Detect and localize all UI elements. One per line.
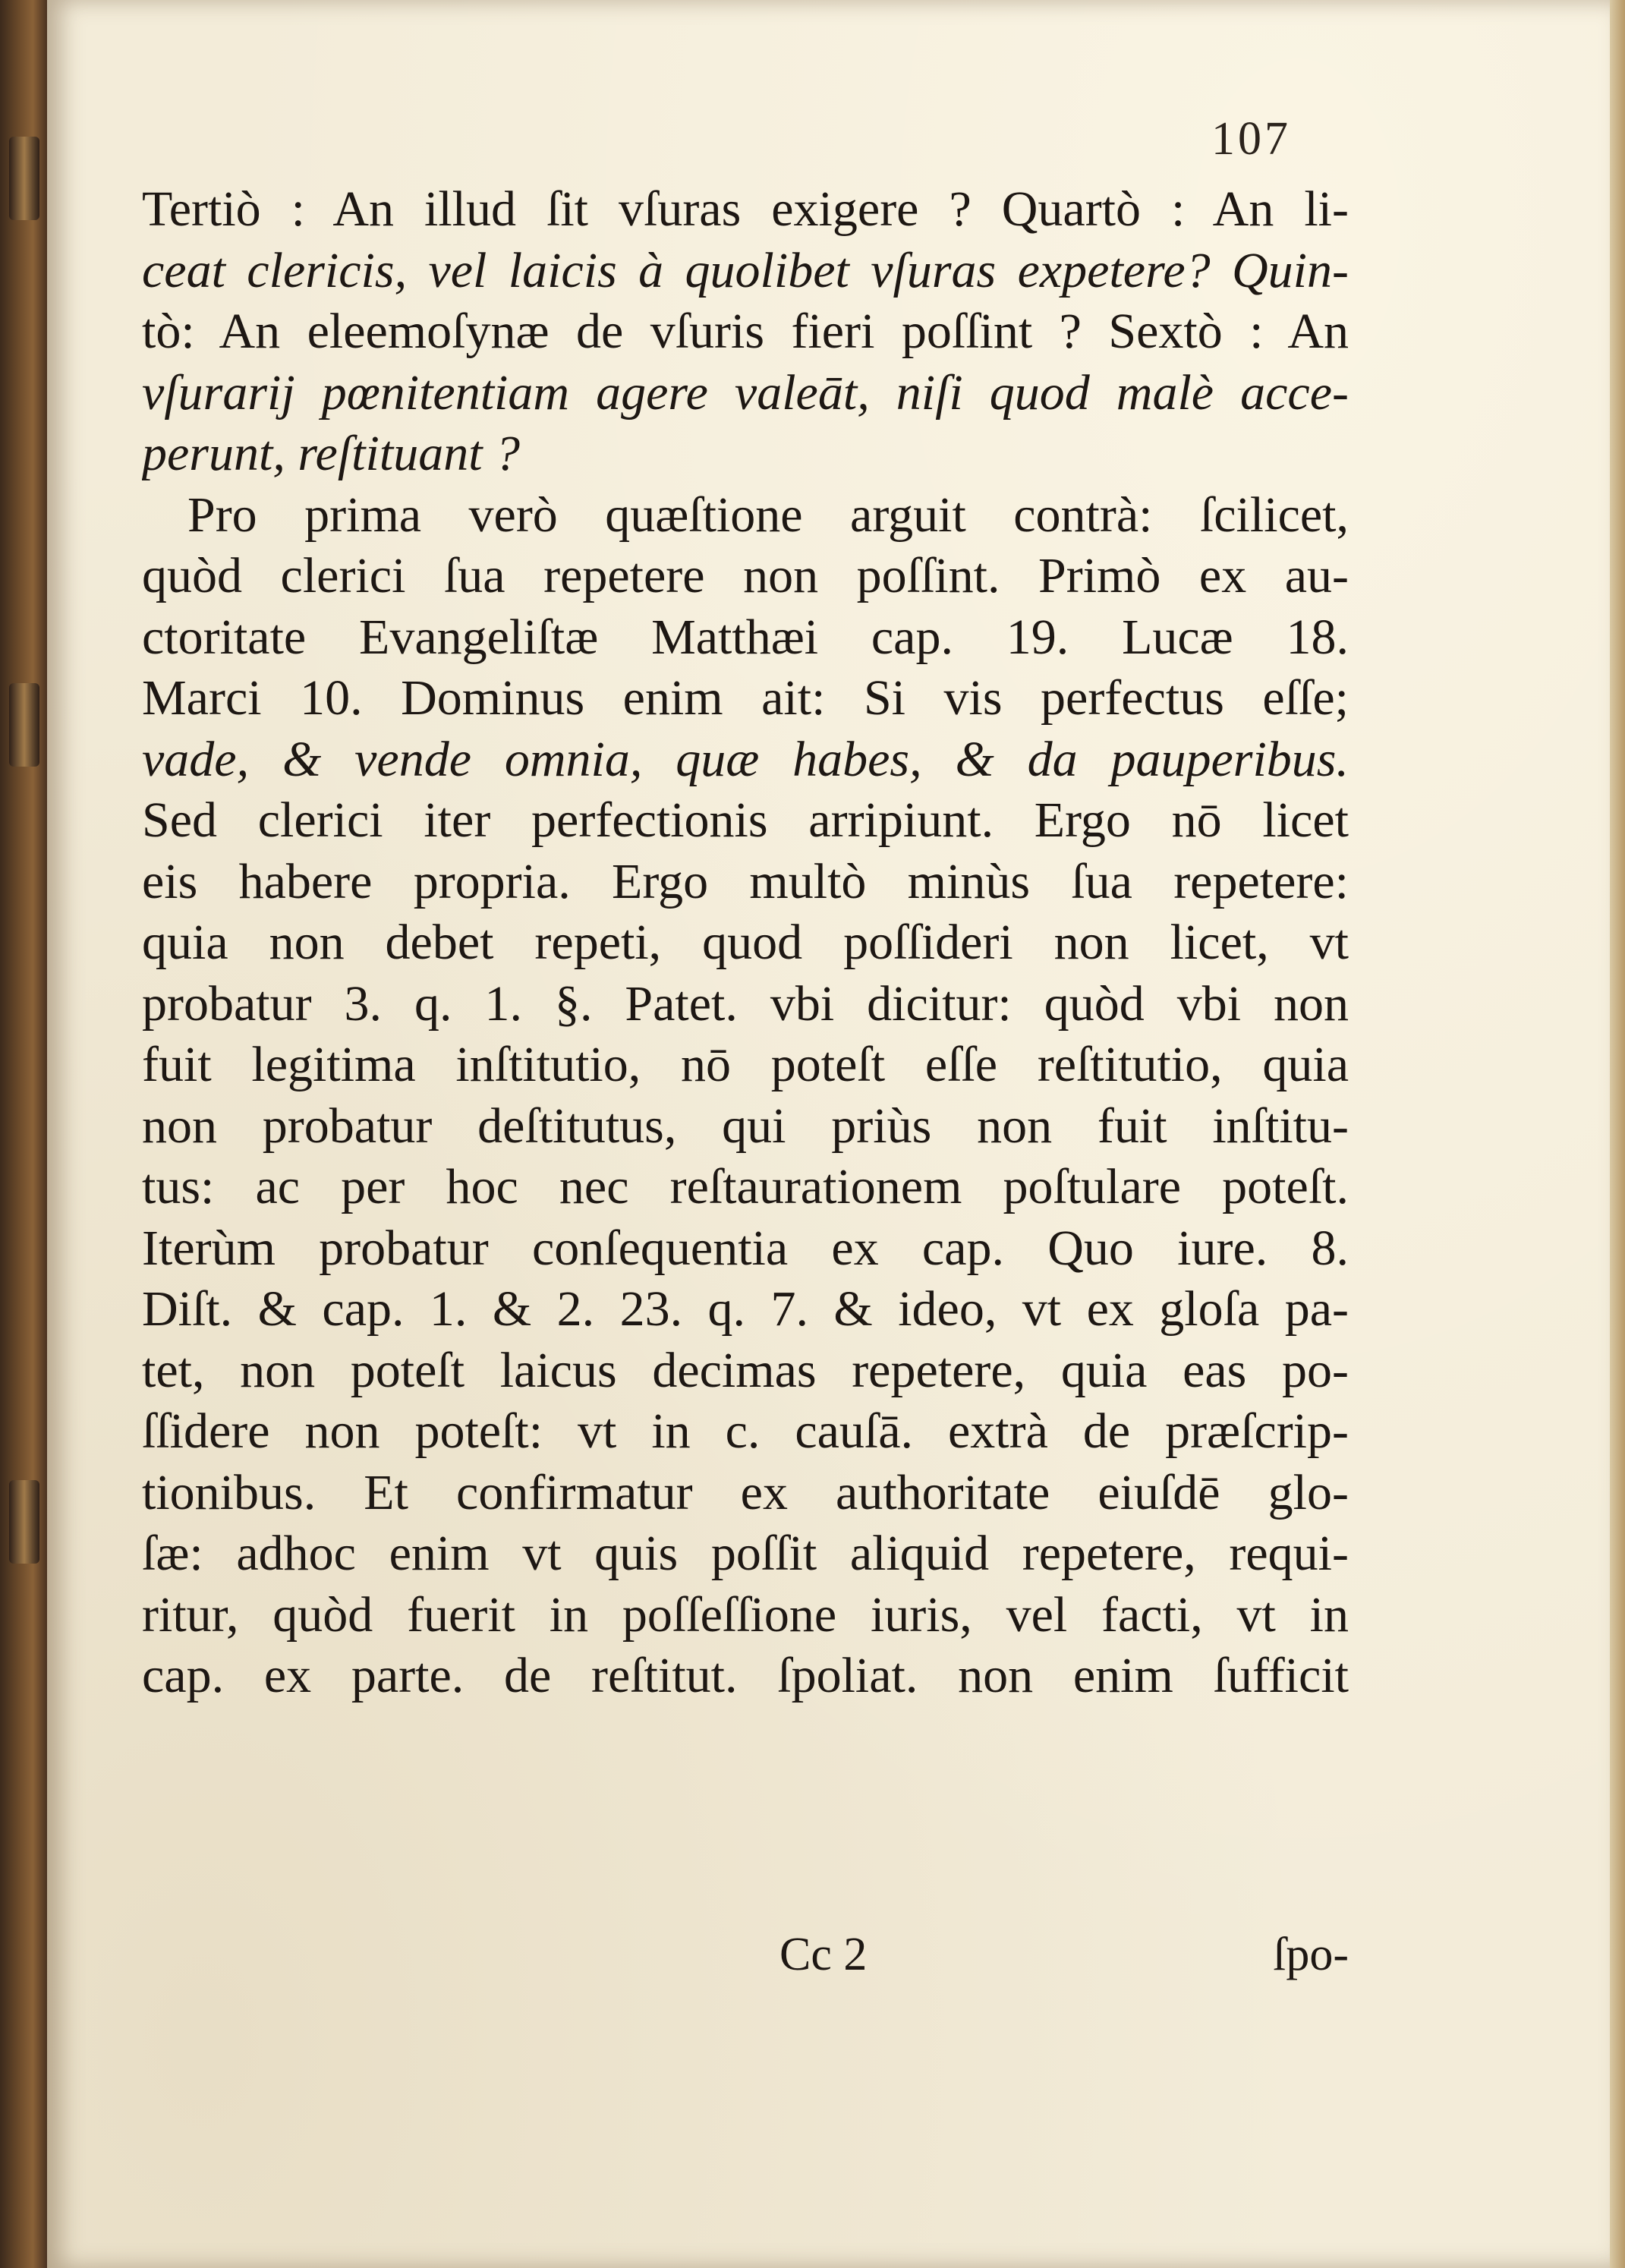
text-line: Sed clerici iter perfectionis arripiunt. Ergo nō licet xyxy=(142,792,1349,848)
text-line: ſæ: adhoc enim vt quis poſſit aliquid repetere, requi- xyxy=(142,1526,1349,1581)
text-line: fuit legitima inſtitutio, nō poteſt eſſe reſtitutio, quia xyxy=(142,1037,1349,1092)
text-line: ſſidere non poteſt: vt in c. cauſā. extrà de præſcrip- xyxy=(142,1403,1349,1459)
text-line: ctoritate Evangeliſtæ Matthæi cap. 19. Lucæ 18. xyxy=(142,609,1349,665)
text-line: ceat clericis, vel laicis à quolibet vſuras expetere? Quin- xyxy=(142,242,1349,298)
text-line: tò: An eleemoſynæ de vſuris fieri poſſint ? Sextò : An xyxy=(142,304,1349,359)
text-line: tet, non poteſt laicus decimas repetere, quia eas po- xyxy=(142,1342,1349,1398)
text-line: quia non debet repeti, quod poſſideri non licet, vt xyxy=(142,915,1349,970)
text-line: quòd clerici ſua repetere non poſſint. Primò ex au- xyxy=(142,548,1349,603)
text-line: vſurarij pœnitentiam agere valeāt, niſi quod malè acce- xyxy=(142,364,1349,421)
text-line: Pro prima verò quæſtione arguit contrà: ſcilicet, xyxy=(187,487,1349,543)
text-line: tionibus. Et confirmatur ex authoritate eiuſdē glo- xyxy=(142,1464,1349,1520)
binding-stitch xyxy=(9,1480,39,1564)
binding-stitch xyxy=(9,683,39,767)
text-line: Iterùm probatur conſequentia ex cap. Quo iure. 8. xyxy=(142,1220,1349,1276)
page-footer xyxy=(142,1928,1349,1996)
text-line: probatur 3. q. 1. §. Patet. vbi dicitur: quòd vbi non xyxy=(142,975,1349,1032)
text-line: tus: ac per hoc nec reſtaurationem poſtulare poteſt. xyxy=(142,1159,1349,1214)
text-line: perunt, reſtituant ? xyxy=(142,426,521,481)
binding-stitch xyxy=(9,137,39,220)
text-line: ritur, quòd fuerit in poſſeſſione iuris, vel facti, vt in xyxy=(142,1586,1349,1643)
catchword: ſpo- xyxy=(1273,1929,1349,1980)
text-line: cap. ex parte. de reſtitut. ſpoliat. non enim ſufficit xyxy=(142,1648,1349,1703)
page-edge xyxy=(1610,0,1625,2268)
text-line: Marci 10. Dominus enim ait: Si vis perfectus eſſe; xyxy=(142,670,1349,726)
signature-mark: Cc 2 xyxy=(779,1929,868,1980)
page-number: 107 xyxy=(1211,113,1291,165)
text-block xyxy=(142,179,1349,1707)
text-line: vade, & vende omnia, quæ habes, & da pauperibus. xyxy=(142,731,1349,787)
text-line: eis habere propria. Ergo multò minùs ſua repetere: xyxy=(142,853,1349,909)
book-binding xyxy=(0,0,47,2268)
page xyxy=(47,0,1610,2268)
text-line: non probatur deſtitutus, qui priùs non fuit inſtitu- xyxy=(142,1098,1349,1154)
text-line: Diſt. & cap. 1. & 2. 23. q. 7. & ideo, vt ex gloſa pa- xyxy=(142,1281,1349,1337)
text-line: Tertiò : An illud ſit vſuras exigere ? Quartò : An li- xyxy=(142,181,1349,237)
